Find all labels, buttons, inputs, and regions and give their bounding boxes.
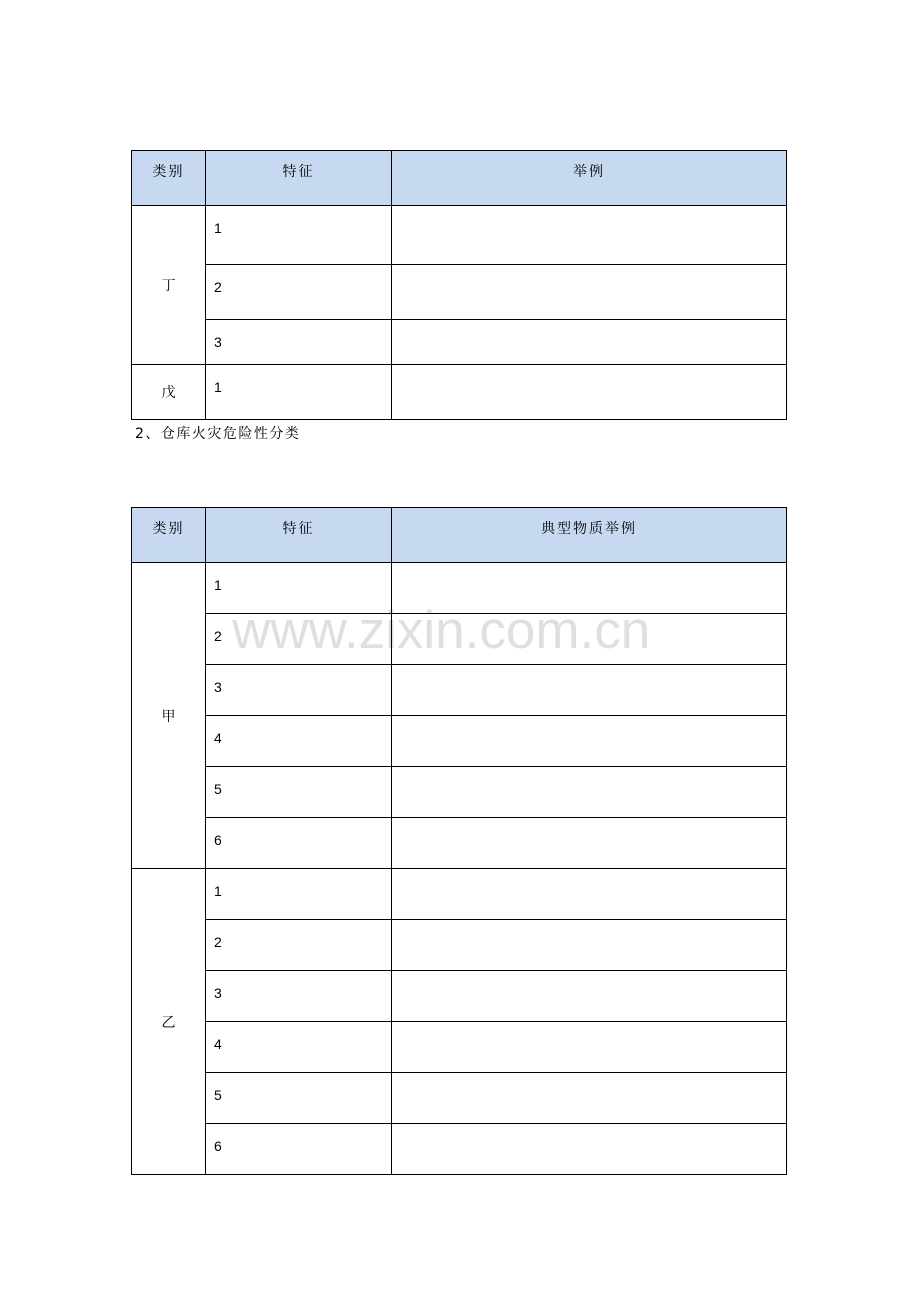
feature-cell: 2	[206, 265, 392, 320]
table-row	[132, 614, 787, 665]
header-category: 类别	[132, 508, 206, 563]
header-feature: 特征	[206, 508, 392, 563]
feature-cell: 1	[206, 206, 392, 265]
example-cell	[392, 365, 787, 420]
table-row	[132, 767, 787, 818]
feature-cell: 2	[206, 614, 392, 665]
example-cell	[392, 818, 787, 869]
example-cell	[392, 971, 787, 1022]
table-row	[132, 563, 787, 614]
category-cell: 戊	[132, 365, 206, 420]
feature-cell: 3	[206, 665, 392, 716]
fire-hazard-table-2	[131, 507, 787, 1175]
table-row	[132, 206, 787, 265]
table-row	[132, 920, 787, 971]
table-row	[132, 665, 787, 716]
example-cell	[392, 716, 787, 767]
table-row	[132, 365, 787, 420]
table-row	[132, 818, 787, 869]
example-cell	[392, 1073, 787, 1124]
table-header-row	[132, 508, 787, 563]
feature-cell: 1	[206, 563, 392, 614]
category-cell: 丁	[132, 206, 206, 365]
feature-cell: 5	[206, 767, 392, 818]
feature-cell: 3	[206, 320, 392, 365]
table-row	[132, 320, 787, 365]
header-typical-example: 典型物质举例	[392, 508, 787, 563]
example-cell	[392, 614, 787, 665]
example-cell	[392, 265, 787, 320]
feature-cell: 6	[206, 1124, 392, 1175]
feature-cell: 4	[206, 1022, 392, 1073]
example-cell	[392, 920, 787, 971]
table-row	[132, 1124, 787, 1175]
watermark: www.zixin.com.cn	[232, 601, 651, 660]
header-category: 类别	[132, 151, 206, 206]
feature-cell: 6	[206, 818, 392, 869]
example-cell	[392, 563, 787, 614]
fire-hazard-table-1	[131, 150, 787, 420]
category-cell: 甲	[132, 563, 206, 869]
table-row	[132, 869, 787, 920]
feature-cell: 4	[206, 716, 392, 767]
feature-cell: 3	[206, 971, 392, 1022]
table-header-row	[132, 151, 787, 206]
table-row	[132, 971, 787, 1022]
header-feature: 特征	[206, 151, 392, 206]
table-row	[132, 1073, 787, 1124]
example-cell	[392, 320, 787, 365]
feature-cell: 5	[206, 1073, 392, 1124]
example-cell	[392, 1022, 787, 1073]
header-example: 举例	[392, 151, 787, 206]
example-cell	[392, 665, 787, 716]
section-heading: 2、仓库火灾危险性分类	[135, 426, 301, 442]
table-row	[132, 265, 787, 320]
feature-cell: 1	[206, 869, 392, 920]
table-row	[132, 716, 787, 767]
example-cell	[392, 869, 787, 920]
category-cell: 乙	[132, 869, 206, 1175]
example-cell	[392, 767, 787, 818]
example-cell	[392, 1124, 787, 1175]
feature-cell: 2	[206, 920, 392, 971]
example-cell	[392, 206, 787, 265]
feature-cell: 1	[206, 365, 392, 420]
table-row	[132, 1022, 787, 1073]
